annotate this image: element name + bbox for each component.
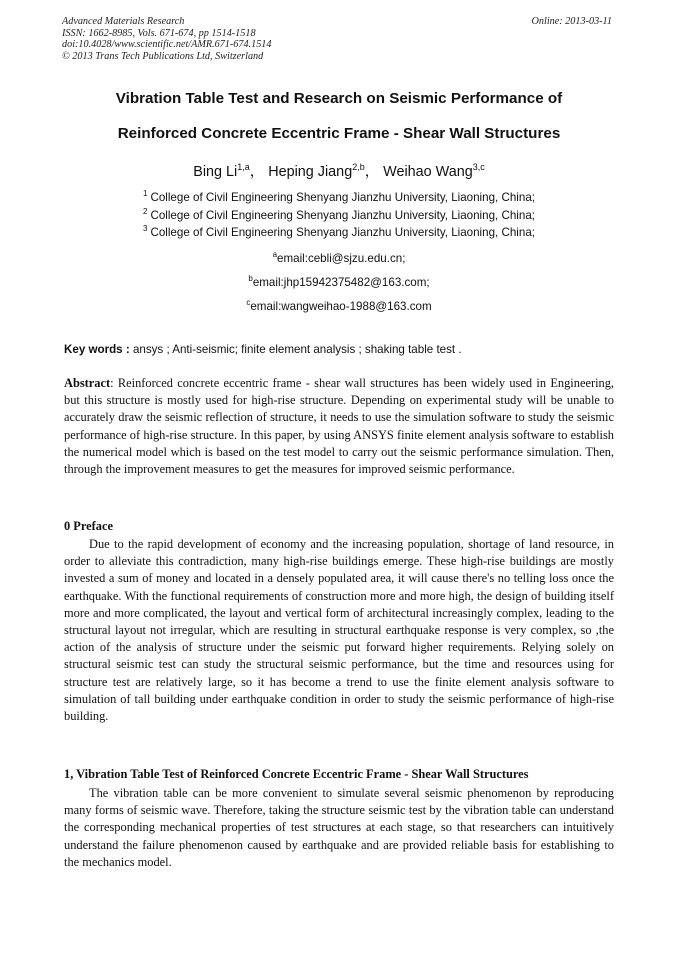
journal-name: Advanced Materials Research [62, 16, 185, 27]
author-name: Weihao Wang [383, 164, 473, 180]
keywords-label: Key words : [64, 343, 130, 356]
keywords-line [64, 343, 462, 356]
author-sup: 1,a [237, 162, 250, 172]
email-sup: b [248, 274, 253, 283]
author-name: Bing Li [193, 164, 238, 180]
affiliation-1 [40, 189, 638, 204]
affiliation-number: 3 [143, 224, 148, 233]
affiliation-number: 1 [143, 189, 148, 198]
issn-line: ISSN: 1662-8985, Vols. 671-674, pp 1514-1518 [62, 27, 256, 39]
email-text: email:jhp15942375482@163.com; [252, 276, 430, 289]
email-a [40, 250, 638, 265]
section-heading-preface: 0 Preface [64, 519, 113, 533]
section-heading-vibration-table: 1, Vibration Table Test of Reinforced Concrete Eccentric Frame - Shear Wall Structures [64, 767, 529, 781]
author-name: Heping Jiang [268, 164, 353, 180]
affiliation-text: College of Civil Engineering Shenyang Jianzhu University, Liaoning, China; [150, 226, 535, 239]
affiliation-text: College of Civil Engineering Shenyang Jianzhu University, Liaoning, China; [150, 209, 535, 222]
email-b [40, 274, 638, 289]
abstract-paragraph [64, 375, 614, 478]
email-text: email:cebli@sjzu.edu.cn; [277, 252, 406, 265]
author-list [40, 160, 638, 181]
author-sup: 3,c [472, 162, 485, 172]
section-body-preface: Due to the rapid development of economy and the increasing population, shortage of land resource, in order to alleviate this contradiction, many high-rise buildings emerge. These high-rise buildings are mostly invested a sum of money and located in a densely populated area, it will cause there's no telling loss once the earthquake. With the functional requirements of construction more and more high, the design of building itself more and more complicated, the layout and vertical form of architectural increasingly complex, leading to the structural layout not irregular, which are resulting in structural earthquake response is very complex, so ,the action of the analysis of structure under the seismic put forward higher requirements. Relying solely on structural seismic test can study the structural seismic performance, but the time and resources using for structure test are relatively large, so it has become a trend to use the finite element analysis software to simulation of tall building under earthquake condition in order to study the seismic performance of high-rise building. [64, 537, 614, 724]
online-date: Online: 2013-03-11 [531, 16, 612, 27]
keywords-text: ansys ; Anti-seismic; finite element analysis ; shaking table test . [129, 343, 462, 356]
copyright-line: © 2013 Trans Tech Publications Ltd, Switzerland [62, 50, 264, 62]
affiliation-2 [40, 207, 638, 222]
author-separator: ， [364, 164, 380, 180]
journal-header [62, 16, 271, 62]
abstract-text: : Reinforced concrete eccentric frame - shear wall structures has been widely used in Engineering, but this structure is mostly used for high-rise structure. Depending on experimental study will be unable to accurately draw the seismic reflection of structure, it needs to use the simulation software to study the seismic performance of high-rise structure. In this paper, by using ANSYS finite element analysis software to establish the numerical model which is based on the test model to carry out the seismic performance simulation. Then, through the improvement measures to get the measures for improved seismic performance. [64, 376, 614, 477]
affiliation-number: 2 [143, 207, 148, 216]
email-sup: c [246, 298, 251, 307]
email-sup: a [272, 250, 278, 259]
abstract-label: Abstract [64, 376, 111, 390]
email-c [40, 298, 638, 313]
title-line-2: Reinforced Concrete Eccentric Frame - Shear Wall Structures [117, 125, 561, 142]
affiliation-text: College of Civil Engineering Shenyang Jianzhu University, Liaoning, China; [150, 191, 535, 204]
title-line-1: Vibration Table Test and Research on Seismic Performance of [115, 90, 563, 107]
doi-line: doi:10.4028/www.scientific.net/AMR.671-674.1514 [62, 39, 272, 51]
email-text: email:wangweihao-1988@163.com [250, 300, 432, 313]
author-sup: 2,b [352, 162, 365, 172]
author-separator: ， [249, 164, 265, 180]
section-body-vibration-table: The vibration table can be more convenient to simulate several seismic phenomenon by reproducing many forms of seismic wave. Therefore, taking the structure seismic test by the vibration table can understand the corresponding mechanical properties of test structures at each stage, so that researchers can intuitively understand the failure phenomenon caused by earthquake and are provided reliable basis for establishing to the mechanics model. [64, 786, 614, 869]
affiliation-3 [40, 224, 638, 239]
